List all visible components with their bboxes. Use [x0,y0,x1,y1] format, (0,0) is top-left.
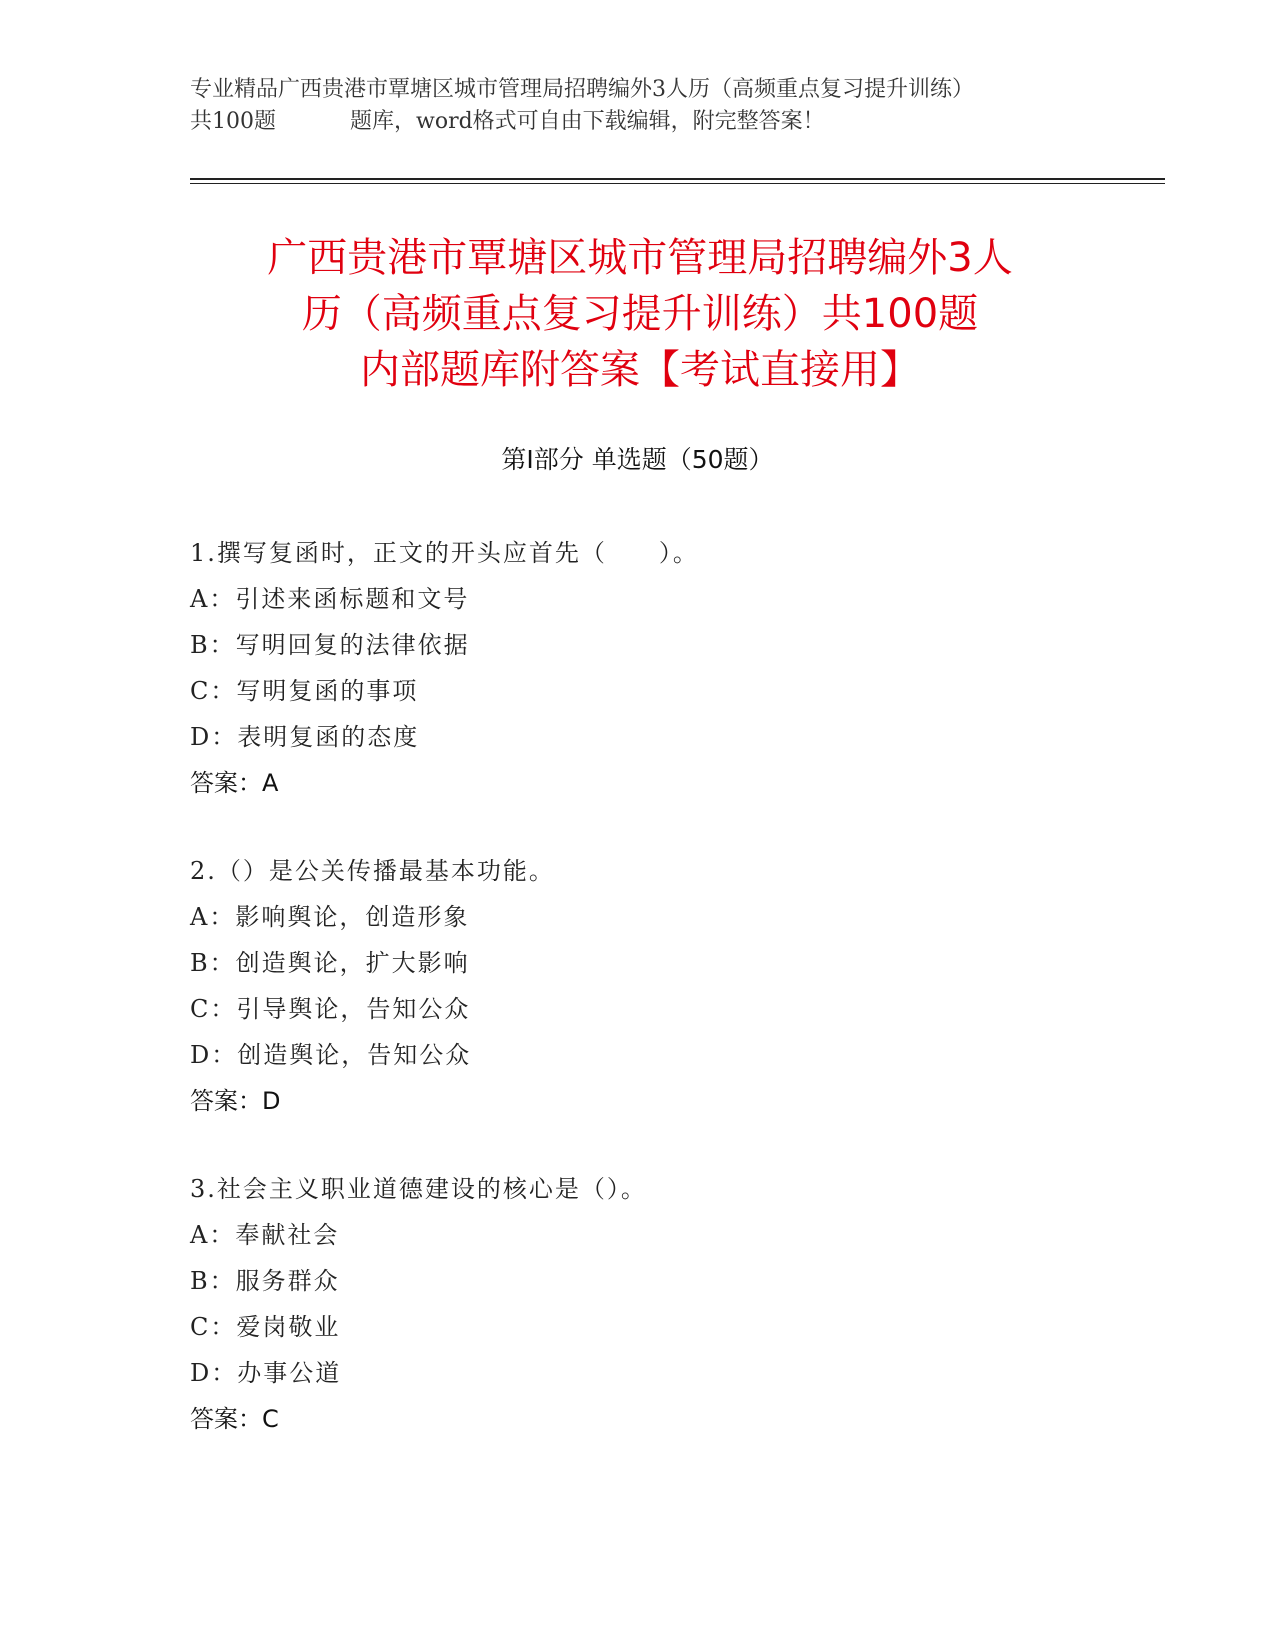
question-stem: 1.撰写复函时，正文的开头应首先（ ）。 [190,539,699,567]
option-d: D：办事公道 [190,1359,342,1387]
question-stem: 2.（）是公关传播最基本功能。 [190,857,555,885]
option-d: D：表明复函的态度 [190,723,420,751]
answer: 答案：A [190,769,279,797]
section-title: 第I部分 单选题（50题） [501,445,774,474]
option-b: B：写明回复的法律依据 [190,631,470,659]
option-c: C：写明复函的事项 [190,677,419,705]
option-c: C：爱岗敬业 [190,1313,341,1341]
question-stem: 3.社会主义职业道德建设的核心是（）。 [190,1175,647,1203]
page-header [190,74,1090,138]
answer: 答案：D [190,1087,281,1115]
option-b: B：服务群众 [190,1267,340,1295]
header-line-1: 专业精品广西贵港市覃塘区城市管理局招聘编外3人历（高频重点复习提升训练） [190,77,974,102]
question-list [190,530,1090,1484]
option-a: A：奉献社会 [190,1221,340,1249]
option-d: D：创造舆论，告知公众 [190,1041,472,1069]
question-3 [190,1166,1090,1442]
option-c: C：引导舆论，告知公众 [190,995,471,1023]
option-b: B：创造舆论，扩大影响 [190,949,470,977]
title-line-3: 内部题库附答案【考试直接用】 [360,347,920,393]
option-a: A：影响舆论，创造形象 [190,903,470,931]
title-line-1: 广西贵港市覃塘区城市管理局招聘编外3人 [267,235,1013,281]
option-a: A：引述来函标题和文号 [190,585,470,613]
header-rule-thick [190,178,1165,180]
answer: 答案：C [190,1405,279,1433]
question-2 [190,848,1090,1124]
header-line-2-left: 共100题 [190,109,276,134]
document-title [190,230,1090,398]
question-1 [190,530,1090,806]
title-line-2: 历（高频重点复习提升训练）共100题 [301,291,979,337]
header-line-2-right: 题库，word格式可自由下载编辑，附完整答案！ [350,109,825,134]
header-rule-thin [190,183,1165,184]
header-line-2 [190,106,1090,138]
